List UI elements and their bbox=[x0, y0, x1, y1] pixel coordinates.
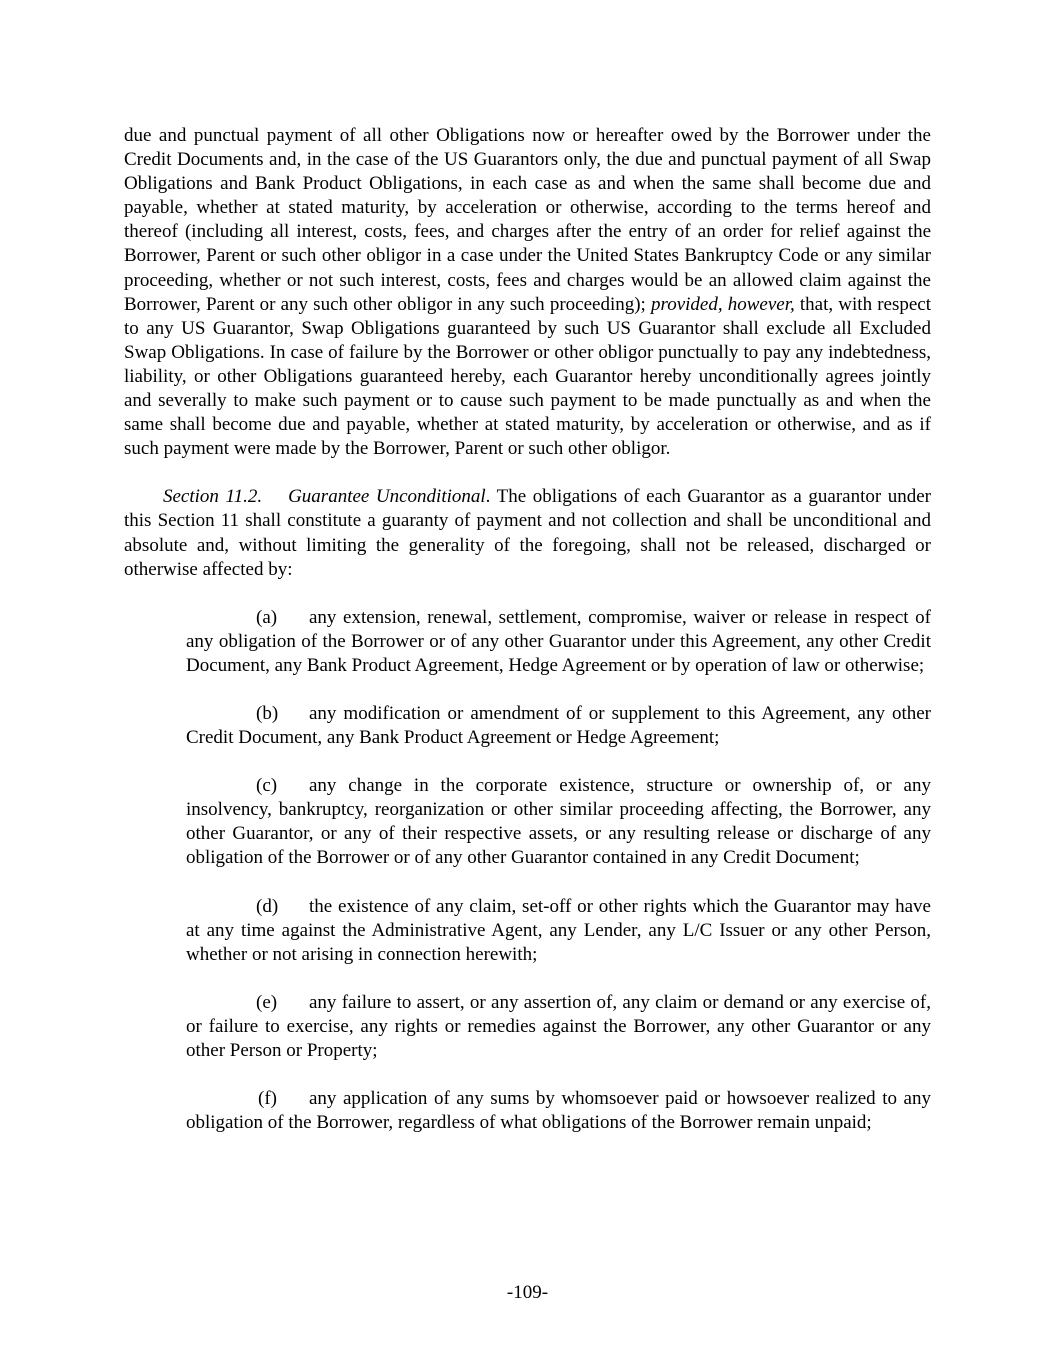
paragraph-text-part-2: that, with respect to any US Guarantor, Swap Obligations guaranteed by such US Guarantor shall exclude all Excluded Swap Obligations. In case of failure by the Borrower or other obligor punctually to pay any indebtedness, liability, or other Obligations guaranteed hereby, each Guarantor hereby unconditionally agrees jointly and severally to make such payment or to cause such payment to be made punctually as and when the same shall become due and payable, whether at stated maturity, by acceleration or otherwise, and as if such payment were made by the Borrower, Parent or such other obligor. bbox=[124, 293, 932, 460]
clause-text: the existence of any claim, set-off or other rights which the Guarantor may have at any time against the Administrative Agent, any Lender, any L/C Issuer or any other Person, whether or not arising in connection herewith; bbox=[186, 895, 931, 965]
clause-text: any application of any sums by whomsoever paid or howsoever realized to any obligation of the Borrower, regardless of what obligations of the Borrower remain unpaid; bbox=[186, 1088, 931, 1134]
guarantee-paragraph bbox=[124, 124, 931, 461]
clause-label: (f) bbox=[258, 1088, 277, 1110]
clause-a bbox=[186, 606, 931, 678]
section-11-2: Section 11.2. Guarantee Unconditional. The obligations of each Guarantor as a guarantor under this Section 11 shall constitute a guaranty of payment and not collection and shall be unconditional and absolute and, without limiting the generality of the foregoing, shall not be released, discharged or otherwise affected by: bbox=[124, 486, 932, 580]
clause-text: any failure to assert, or any assertion of, any claim or demand or any exercise of, or failure to exercise, any rights or remedies against the Borrower, any other Guarantor or any other Person or Property; bbox=[186, 991, 931, 1061]
clause-c bbox=[186, 774, 931, 870]
clause-label: (e) bbox=[256, 991, 278, 1013]
clause-label: (a) bbox=[256, 606, 278, 628]
section-text: The obligations of each Guarantor as a guarantor under this Section 11 shall constitute a guaranty of payment and not collection and shall be unconditional and absolute and, without limiting the generality of the foregoing, shall not be released, discharged or otherwise affected by: bbox=[124, 486, 932, 580]
clause-b bbox=[186, 702, 931, 750]
clause-e bbox=[186, 991, 931, 1063]
section-title: Guarantee Unconditional bbox=[288, 486, 486, 508]
clause-text: any extension, renewal, settlement, compromise, waiver or release in respect of any obligation of the Borrower or of any other Guarantor under this Agreement, any other Credit Document, any Bank Product Agreement, Hedge Agreement or by operation of law or otherwise; bbox=[186, 606, 931, 676]
proviso-phrase: provided, however, bbox=[651, 293, 795, 315]
page-number: -109- bbox=[506, 1282, 549, 1303]
clause-f bbox=[186, 1087, 931, 1135]
clause-label: (c) bbox=[256, 775, 278, 797]
paragraph-text-part-1: due and punctual payment of all other Obligations now or hereafter owed by the Borrower under the Credit Documents and, in the case of the US Guarantors only, the due and punctual payment of all Swap Obligations and Bank Product Obligations, in each case as and when the same shall become due and payable, whether at stated maturity, by acceleration or otherwise, according to the terms hereof and thereof (including all interest, costs, fees, and charges after the entry of an order for relief against the Borrower, Parent or such other obligor in a case under the United States Bankruptcy Code or any similar proceeding, whether or not such interest, costs, fees and charges would be an allowed claim against the Borrower, Parent or any such other obligor in any such proceeding); bbox=[124, 125, 931, 315]
clause-label: (d) bbox=[256, 895, 279, 917]
clause-d bbox=[186, 895, 931, 967]
document-page bbox=[124, 124, 931, 1135]
section-number: Section 11.2. bbox=[163, 486, 263, 508]
clause-label: (b) bbox=[256, 702, 279, 724]
clause-text: any change in the corporate existence, structure or ownership of, or any insolvency, bankruptcy, reorganization or other similar proceeding affecting, the Borrower, any other Guarantor, or any of their respective assets, or any resulting release or discharge of any obligation of the Borrower or of any other Guarantor contained in any Credit Document; bbox=[186, 775, 931, 869]
clause-text: any modification or amendment of or supplement to this Agreement, any other Credit Document, any Bank Product Agreement or Hedge Agreement; bbox=[186, 702, 931, 749]
